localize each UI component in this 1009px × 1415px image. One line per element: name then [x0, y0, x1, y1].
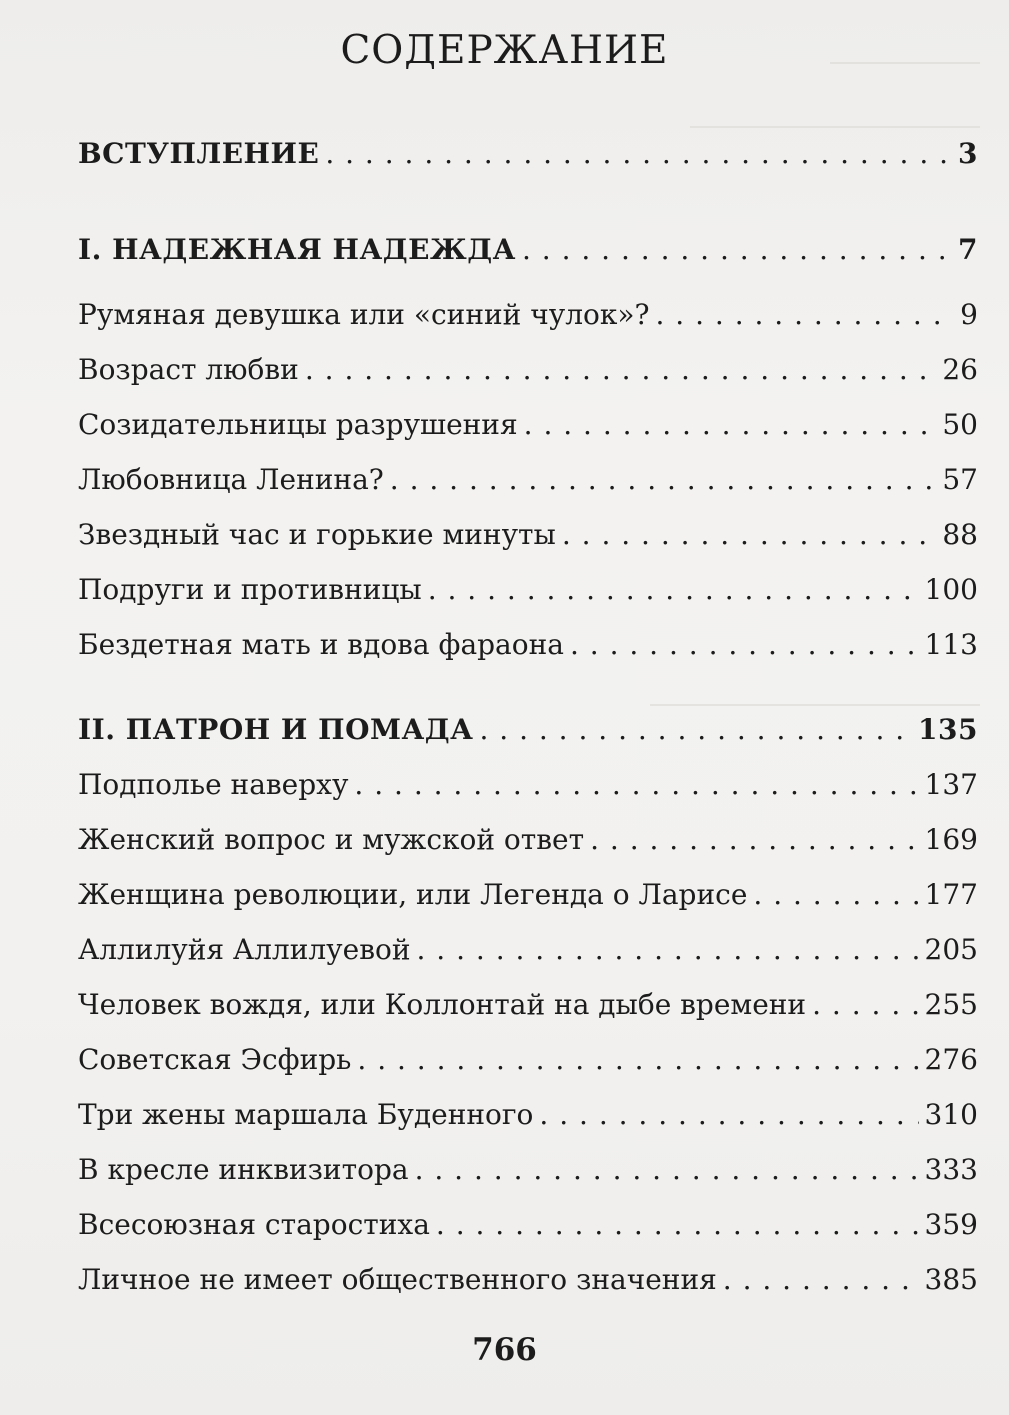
toc-entry-part-2[interactable]: [78, 710, 978, 750]
toc-entry-label: Аллилуйя Аллилуевой: [78, 933, 411, 966]
toc-entry-page: 310: [924, 1098, 978, 1131]
toc-entry-page: 50: [942, 408, 978, 441]
toc-entry-chapter[interactable]: [78, 985, 978, 1025]
dot-leader: [390, 460, 937, 500]
toc-entry-page: 333: [924, 1153, 978, 1186]
dot-leader: [562, 515, 937, 555]
toc-entry-page: 57: [942, 463, 978, 496]
toc-entry-chapter[interactable]: [78, 875, 978, 915]
toc-entry-page: 9: [960, 298, 978, 331]
toc-entry-label: Советская Эсфирь: [78, 1043, 352, 1076]
toc-entry-label: Женщина революции, или Легенда о Ларисе: [78, 878, 748, 911]
toc-entry-chapter[interactable]: [78, 625, 978, 665]
dot-leader: [415, 1150, 919, 1190]
dot-leader: [539, 1095, 918, 1135]
dot-leader: [656, 295, 955, 335]
toc-entry-page: 137: [924, 768, 978, 801]
dot-leader: [522, 230, 952, 270]
dot-leader: [357, 1040, 918, 1080]
toc-entry-chapter[interactable]: [78, 460, 978, 500]
toc-entry-page: 205: [924, 933, 978, 966]
toc-entry-chapter[interactable]: [78, 295, 978, 335]
dot-leader: [479, 710, 912, 750]
bleed-through-mark: [650, 690, 980, 706]
toc-entry-label: I. НАДЕЖНАЯ НАДЕЖДА: [78, 233, 516, 266]
dot-leader: [354, 765, 918, 805]
toc-entry-chapter[interactable]: [78, 350, 978, 390]
toc-entry-page: 100: [924, 573, 978, 606]
toc-entry-label: Звездный час и горькие минуты: [78, 518, 556, 551]
toc-entry-page: 88: [942, 518, 978, 551]
toc-entry-part-1[interactable]: [78, 230, 978, 270]
toc-entry-label: Созидательницы разрушения: [78, 408, 518, 441]
toc-entry-label: Подруги и противницы: [78, 573, 422, 606]
toc-entry-label: Бездетная мать и вдова фараона: [78, 628, 564, 661]
toc-entry-chapter[interactable]: [78, 515, 978, 555]
dot-leader: [524, 405, 937, 445]
dot-leader: [417, 930, 919, 970]
dot-leader: [325, 134, 952, 174]
toc-entry-label: Личное не имеет общественного значения: [78, 1263, 717, 1296]
toc-entry-label: В кресле инквизитора: [78, 1153, 409, 1186]
toc-entry-chapter[interactable]: [78, 1150, 978, 1190]
dot-leader: [305, 350, 937, 390]
dot-leader: [812, 985, 918, 1025]
dot-leader: [590, 820, 918, 860]
toc-entry-introduction[interactable]: [78, 134, 978, 174]
toc-entry-page: 7: [958, 233, 978, 266]
toc-entry-chapter[interactable]: [78, 1095, 978, 1135]
page-number: 766: [472, 1332, 537, 1368]
toc-entry-chapter[interactable]: [78, 570, 978, 610]
toc-entry-chapter[interactable]: [78, 820, 978, 860]
dot-leader: [436, 1205, 919, 1245]
toc-entry-page: 359: [924, 1208, 978, 1241]
toc-entry-page: 26: [942, 353, 978, 386]
dot-leader: [428, 570, 919, 610]
toc-entry-page: 113: [924, 628, 978, 661]
toc-entry-chapter[interactable]: [78, 1040, 978, 1080]
toc-entry-label: Человек вождя, или Коллонтай на дыбе времени: [78, 988, 807, 1021]
toc-entry-page: 135: [918, 713, 978, 746]
toc-entry-page: 385: [924, 1263, 978, 1296]
toc-entry-label: Женский вопрос и мужской ответ: [78, 823, 585, 856]
toc-entry-label: II. ПАТРОН И ПОМАДА: [78, 713, 474, 746]
toc-entry-chapter[interactable]: [78, 1260, 978, 1300]
dot-leader: [723, 1260, 919, 1300]
dot-leader: [570, 625, 919, 665]
toc-entry-label: Румяная девушка или «синий чулок»?: [78, 298, 650, 331]
toc-entry-page: 276: [924, 1043, 978, 1076]
toc-entry-page: 177: [924, 878, 978, 911]
toc-entry-chapter[interactable]: [78, 765, 978, 805]
toc-entry-label: Три жены маршала Буденного: [78, 1098, 534, 1131]
toc-entry-page: 3: [958, 137, 978, 170]
toc-entry-page: 169: [924, 823, 978, 856]
toc-entry-label: Подполье наверху: [78, 768, 349, 801]
toc-entry-page: 255: [924, 988, 978, 1021]
toc-entry-label: Всесоюзная старостиха: [78, 1208, 430, 1241]
toc-entry-chapter[interactable]: [78, 1205, 978, 1245]
toc-entry-label: Возраст любви: [78, 353, 299, 386]
toc-entry-chapter[interactable]: [78, 930, 978, 970]
toc-entry-label: Любовница Ленина?: [78, 463, 384, 496]
toc-entry-chapter[interactable]: [78, 405, 978, 445]
toc-entry-label: ВСТУПЛЕНИЕ: [78, 137, 320, 170]
dot-leader: [753, 875, 918, 915]
page-title: СОДЕРЖАНИЕ: [340, 28, 669, 73]
bleed-through-mark: [690, 112, 980, 128]
